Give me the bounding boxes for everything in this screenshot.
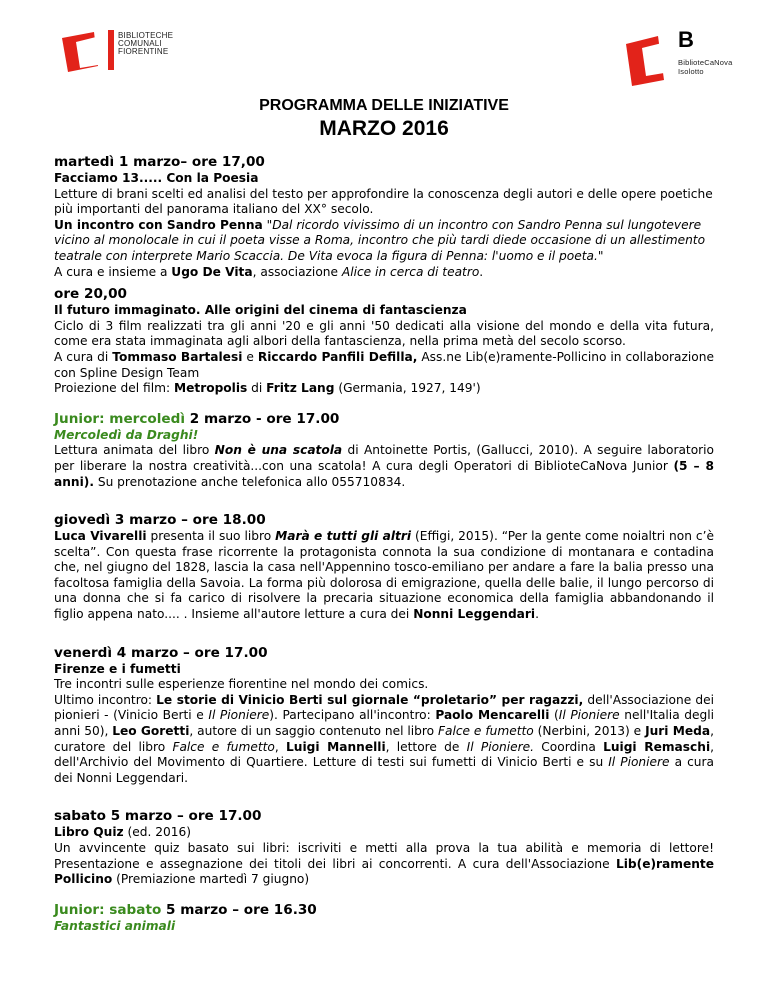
event-subtitle: Fantastici animali	[54, 918, 176, 933]
event-4	[54, 512, 714, 623]
logo-letter: B	[678, 27, 694, 52]
event-intro: Tre incontri sulle esperienze fiorentine nel mondo dei comics.	[54, 677, 429, 692]
page-subtitle: MARZO 2016	[319, 117, 449, 140]
logo-mark-icon	[624, 28, 678, 88]
event-list	[54, 154, 714, 934]
titles	[0, 96, 768, 142]
event-subtitle: Il futuro immaginato. Alle origini del cinema di fantascienza	[54, 303, 467, 318]
event-heading: venerdì 4 marzo – ore 17.00	[54, 644, 268, 661]
event-description: Ultimo incontro: Le storie di Vinicio Berti sul giornale “proletario” per ragazzi, dell'Associazione dei pionieri - (Vinicio Berti e Il Pioniere). Partecipano all'incontro: Paolo Mencarelli (Il Pioniere nell'Italia degli anni 50), Leo Goretti, autore di un saggio contenuto nel libro Falce e fumetto (Nerbini, 2013) e Juri Meda, curatore del libro Falce e fumetto, Luigi Mannelli, lettore de Il Pioniere. Coordina Luigi Remaschi, dell'Archivio del Movimento di Quartiere. Letture di testi sui fumetti di Vinicio Berti e su Il Pioniere a cura dei Nonni Leggendari.	[54, 692, 714, 785]
event-subtitle: Facciamo 13..... Con la Poesia	[54, 171, 259, 185]
event-subtitle: Firenze e i fumetti	[54, 661, 181, 676]
page-title: PROGRAMMA DELLE INIZIATIVE	[259, 97, 509, 114]
event-3	[54, 411, 714, 490]
event-description: Luca Vivarelli presenta il suo libro Marà e tutti gli altri (Effigi, 2015). “Per la gente come noialtri non c’è scelta”. Con questa frase ricorrente la protagonista connota la sua condizione di montanara e contadina che, nel giugno del 1828, lascia la casa nell'Appennino tosco-emiliano per andare a fare la balia presso una facoltosa famiglia della Savoia. La forma più dolorosa di emigrazione, quella delle balie, il lungo percorso di una donna che si fa carico di risolvere la precaria situazione economica della famiglia abbandonando il figlio appena nato.... . Insieme all'autore letture a cura dei Nonni Leggendari.	[54, 529, 714, 622]
event-5	[54, 645, 714, 787]
event-description: Lettura animata del libro Non è una scatola di Antoinette Portis, (Gallucci, 2010). A seguire laboratorio per liberare la nostra creatività...con una scatola! A cura degli Operatori di BiblioteCaNova Junior (5 – 8 anni). Su prenotazione anche telefonica allo 055710834.	[54, 443, 715, 489]
event-subtitle: Mercoledì da Draghi!	[54, 427, 199, 442]
event-description: Un avvincente quiz basato sui libri: iscriviti e metti alla prova la tua abilità e memoria di lettore! Presentazione e assegnazione dei titoli dei libri ai concorrenti. A cura dell'Associazione Lib(e)ramente Pollicino (Premiazione martedì 7 giugno)	[54, 841, 714, 887]
event-subtitle: Libro Quiz (ed. 2016)	[54, 825, 191, 840]
event-heading: sabato 5 marzo – ore 17.00	[54, 808, 262, 825]
logo-left-text: BIBLIOTECHE COMUNALI FIORENTINE	[118, 31, 174, 56]
event-heading: ore 20,00	[54, 286, 127, 303]
logo-bibliotecanova	[624, 28, 734, 94]
event-credits: A cura e insieme a Ugo De Vita, associazione Alice in cerca di teatro.	[54, 264, 484, 279]
event-credits: A cura di Tommaso Bartalesi e Riccardo Panfili Defilla, Ass.ne Lib(e)ramente-Pollicino in collaborazione con Spline Design Team	[54, 349, 714, 380]
event-film: Proiezione del film: Metropolis di Fritz Lang (Germania, 1927, 149')	[54, 381, 481, 396]
logo-biblioteche-comunali	[58, 28, 188, 76]
logo-right-text: BiblioteCaNova Isolotto	[678, 58, 733, 76]
event-description: Letture di brani scelti ed analisi del testo per approfondire la conoscenza degli autori e delle opere poetiche più importanti del panorama italiano del XX° secolo.	[54, 186, 713, 217]
event-7	[54, 902, 714, 935]
event-description: Ciclo di 3 film realizzati tra gli anni '20 e gli anni '50 dedicati alla visione del mondo e della vita futura, come era stata immaginata agli albori della fantascienza, nella prima metà del secolo scorso.	[54, 318, 714, 349]
logo-bar-icon	[108, 30, 114, 70]
event-heading: giovedì 3 marzo – ore 18.00	[54, 512, 266, 529]
event-detail: Un incontro con Sandro Penna "Dal ricordo vivissimo di un incontro con Sandro Penna sul lungotevere vicino al monolocale in cui il poeta visse a Roma, incontro che più tardi diede occasione di un allestimento teatrale con interprete Mario Scaccia. De Vita evoca la figura di Penna: l'uomo e il poeta."	[54, 217, 706, 263]
event-heading: Junior: sabato 5 marzo – ore 16.30	[54, 901, 317, 918]
event-2	[54, 286, 714, 397]
event-1	[54, 154, 714, 280]
event-heading: martedì 1 marzo– ore 17,00	[54, 154, 265, 170]
event-6	[54, 808, 714, 887]
event-heading: Junior: mercoledì 2 marzo - ore 17.00	[54, 410, 340, 427]
